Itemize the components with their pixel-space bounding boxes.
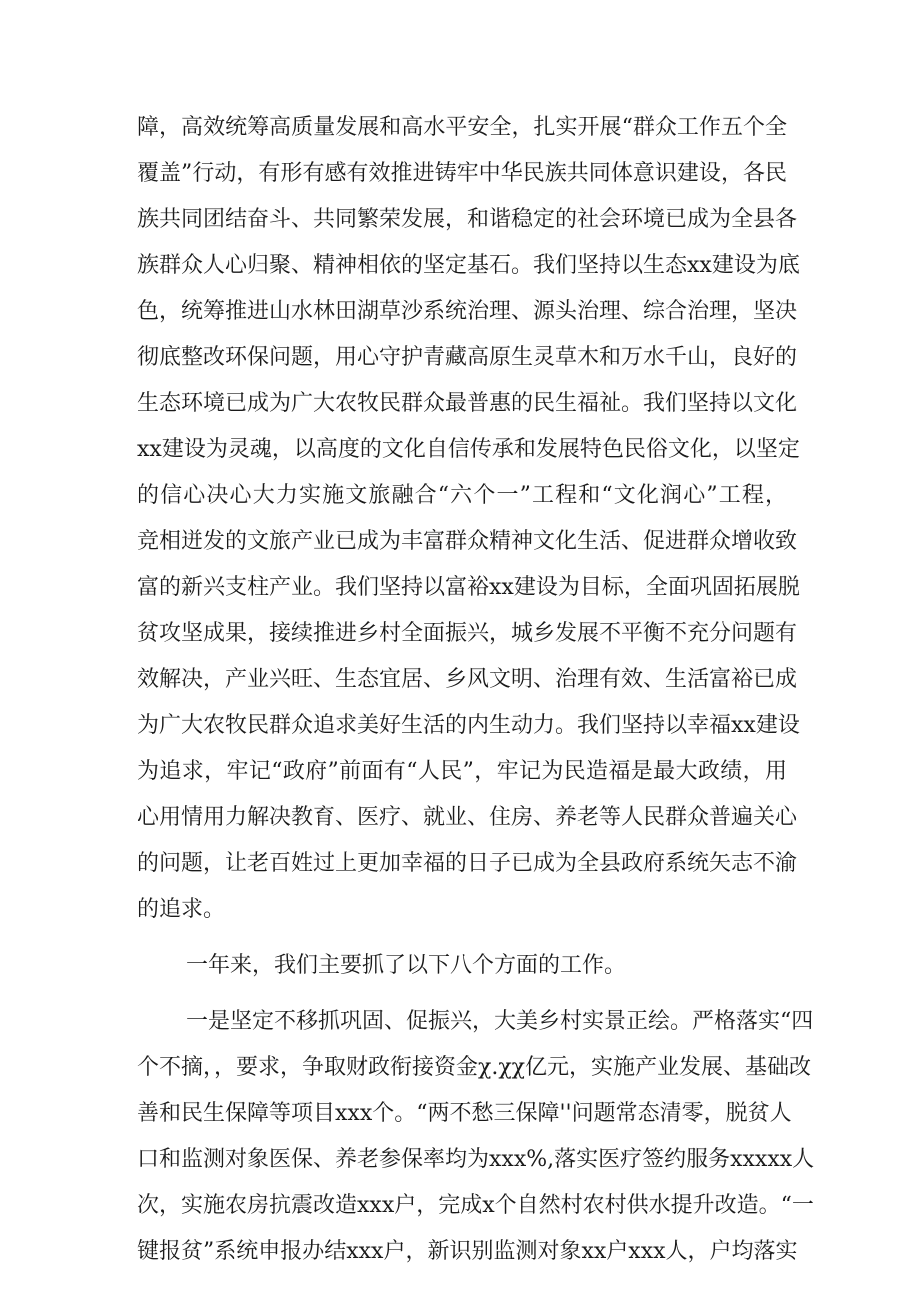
paragraph-1-line-5: 色，统筹推进山水林田湖草沙系统治理、源头治理、综合治理，坚决 (137, 299, 798, 324)
paragraph-1-line-3: 族共同团结奋斗、共同繁荣发展，和谐稳定的社会环境已成为全县各 (137, 207, 798, 232)
paragraph-1-line-13: 效解决，产业兴旺、生态宜居、乡风文明、治理有效、生活富裕已成 (137, 667, 798, 692)
paragraph-1-line-7: 生态环境已成为广大农牧民群众最普惠的民生福祉。我们坚持以文化 (137, 391, 798, 416)
paragraph-3-line-5: 次，实施农房抗震改造xxx户，完成x个自然村农村供水提升改造。“一 (137, 1193, 814, 1218)
paragraph-1-line-4: 族群众人心归聚、精神相依的坚定基石。我们坚持以生态xx建设为底 (137, 253, 800, 278)
paragraph-3-line-3: 善和民生保障等项目xxx个。“两不愁三保障''问题常态清零，脱贫人 (137, 1101, 792, 1126)
paragraph-1-line-12: 贫攻坚成果，接续推进乡村全面振兴，城乡发展不平衡不充分问题有 (137, 621, 798, 646)
paragraph-1-line-17: 的问题，让老百姓过上更加幸福的日子已成为全县政府系统矢志不渝 (137, 851, 798, 876)
paragraph-1-line-16: 心用情用力解决教育、医疗、就业、住房、养老等人民群众普遍关心 (137, 805, 798, 830)
paragraph-3-line-4: 口和监测对象医保、养老参保率均为xxx%,落实医疗签约服务xxxxx人 (137, 1147, 815, 1172)
paragraph-1-line-1: 障，高效统筹高质量发展和高水平安全，扎实开展“群众工作五个全 (137, 115, 787, 140)
paragraph-1-line-2: 覆盖”行动，有形有感有效推进铸牢中华民族共同体意识建设，各民 (137, 161, 787, 186)
paragraph-3-line-2: 个不摘，，要求，争取财政衔接资金χ.χχ亿元，实施产业发展、基础改 (137, 1055, 811, 1080)
paragraph-1-line-10: 竞相迸发的文旅产业已成为丰富群众精神文化生活、促进群众增收致 (137, 529, 798, 554)
paragraph-1-line-15: 为追求，牢记“政府”前面有“人民”，牢记为民造福是最大政绩，用 (137, 759, 787, 784)
paragraph-1-line-8: xx建设为灵魂，以高度的文化自信传承和发展特色民俗文化，以坚定 (137, 437, 800, 462)
paragraph-1-line-18: 的追求。 (137, 897, 226, 922)
paragraph-1-line-11: 富的新兴支柱产业。我们坚持以富裕xx建设为目标，全面巩固拓展脱 (137, 575, 800, 600)
paragraph-3-line-1: 一是坚定不移抓巩固、促振兴，大美乡村实景正绘。严格落实“四 (186, 1009, 814, 1034)
paragraph-2: 一年来，我们主要抓了以下八个方面的工作。 (186, 953, 627, 978)
paragraph-1-line-14: 为广大农牧民群众追求美好生活的内生动力。我们坚持以幸福xx建设 (137, 713, 800, 738)
paragraph-1-line-9: 的信心决心大力实施文旅融合“六个一”工程和“文化润心”工程， (137, 483, 787, 508)
paragraph-1-line-6: 彻底整改环保问题，用心守护青藏高原生灵草木和万水千山，良好的 (137, 345, 798, 370)
paragraph-3-line-6: 键报贫”系统申报办结xxx户，新识别监测对象xx户xxx人，户均落实 (137, 1239, 798, 1264)
